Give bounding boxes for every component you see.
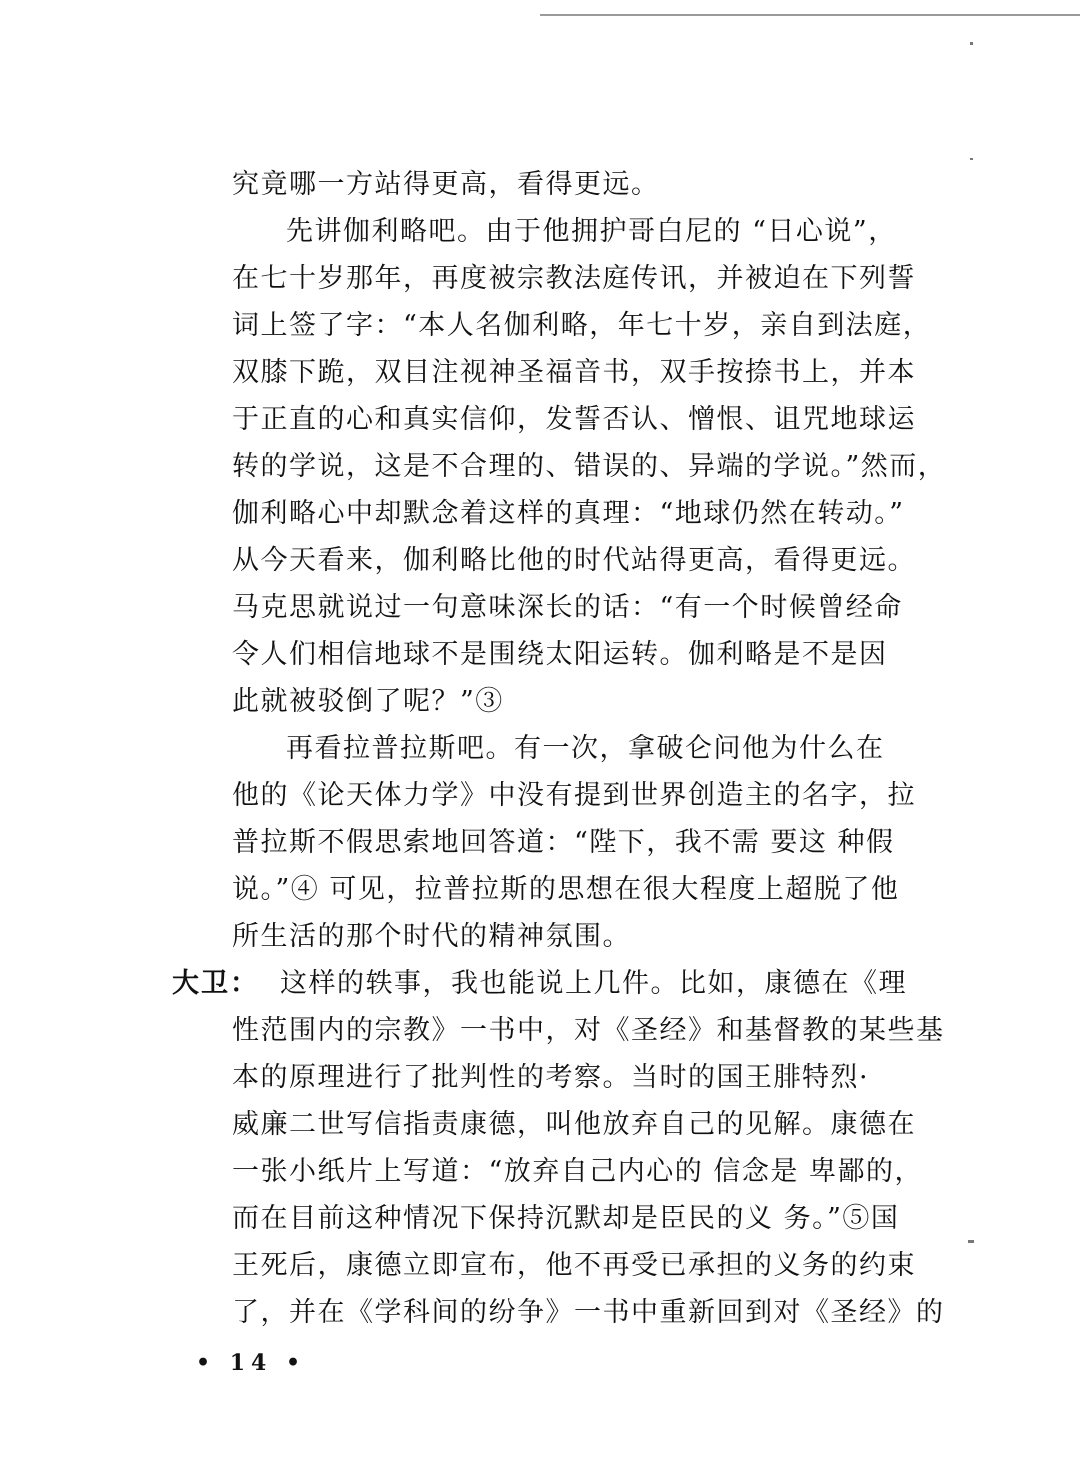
scan-speck bbox=[968, 1240, 974, 1243]
scan-speck bbox=[970, 158, 973, 160]
text-line: 普拉斯不假思索地回答道：“陛下，我不需 要这 种假 bbox=[232, 827, 895, 858]
scan-speck bbox=[970, 42, 973, 45]
text-line: 令人们相信地球不是围绕太阳运转。伽利略是不是因 bbox=[232, 639, 888, 670]
text-line: 马克思就说过一句意味深长的话：“有一个时候曾经命 bbox=[232, 592, 903, 623]
text-line: 在七十岁那年，再度被宗教法庭传讯，并被迫在下列誓 bbox=[232, 263, 916, 294]
text-line: 所生活的那个时代的精神氛围。 bbox=[232, 921, 631, 952]
speaker-label: 大卫： bbox=[172, 968, 259, 999]
text-line: 本的原理进行了批判性的考察。当时的国王腓特烈· bbox=[232, 1062, 870, 1093]
text-line: 此就被驳倒了呢？”③ bbox=[232, 686, 504, 717]
text-line: 先讲伽利略吧。由于他拥护哥白尼的 “日心说”， bbox=[286, 216, 897, 247]
text-line: 究竟哪一方站得更高，看得更远。 bbox=[232, 169, 660, 200]
text-line: 一张小纸片上写道：“放弃自己内心的 信念是 卑鄙的， bbox=[232, 1156, 923, 1187]
text-line: 这样的轶事，我也能说上几件。比如，康德在《理 bbox=[280, 968, 907, 999]
text-line: 说。”④ 可见，拉普拉斯的思想在很大程度上超脱了他 bbox=[232, 874, 900, 905]
top-rule bbox=[540, 14, 1080, 16]
text-line: 性范围内的宗教》一书中，对《圣经》和基督教的某些基 bbox=[232, 1015, 945, 1046]
text-line: 了，并在《学科间的纷争》一书中重新回到对《圣经》的 bbox=[232, 1297, 945, 1328]
text-line: 转的学说，这是不合理的、错误的、异端的学说。”然而， bbox=[232, 451, 947, 482]
page-number: • 14 • bbox=[196, 1350, 307, 1376]
text-line: 王死后，康德立即宣布，他不再受已承担的义务的约束 bbox=[232, 1250, 916, 1281]
text-line: 再看拉普拉斯吧。有一次，拿破仑问他为什么在 bbox=[286, 733, 885, 764]
text-line: 他的《论天体力学》中没有提到世界创造主的名字，拉 bbox=[232, 780, 916, 811]
text-line: 威廉二世写信指责康德，叫他放弃自己的见解。康德在 bbox=[232, 1109, 916, 1140]
text-line: 双膝下跪，双目注视神圣福音书，双手按捺书上，并本 bbox=[232, 357, 916, 388]
text-line: 伽利略心中却默念着这样的真理：“地球仍然在转动。” bbox=[232, 498, 905, 529]
text-line: 从今天看来，伽利略比他的时代站得更高，看得更远。 bbox=[232, 545, 916, 576]
text-line: 词上签了字：“本人名伽利略，年七十岁，亲自到法庭， bbox=[232, 310, 932, 341]
text-line: 而在目前这种情况下保持沉默却是臣民的义 务。”⑤国 bbox=[232, 1203, 900, 1234]
text-line: 于正直的心和真实信仰，发誓否认、憎恨、诅咒地球运 bbox=[232, 404, 916, 435]
